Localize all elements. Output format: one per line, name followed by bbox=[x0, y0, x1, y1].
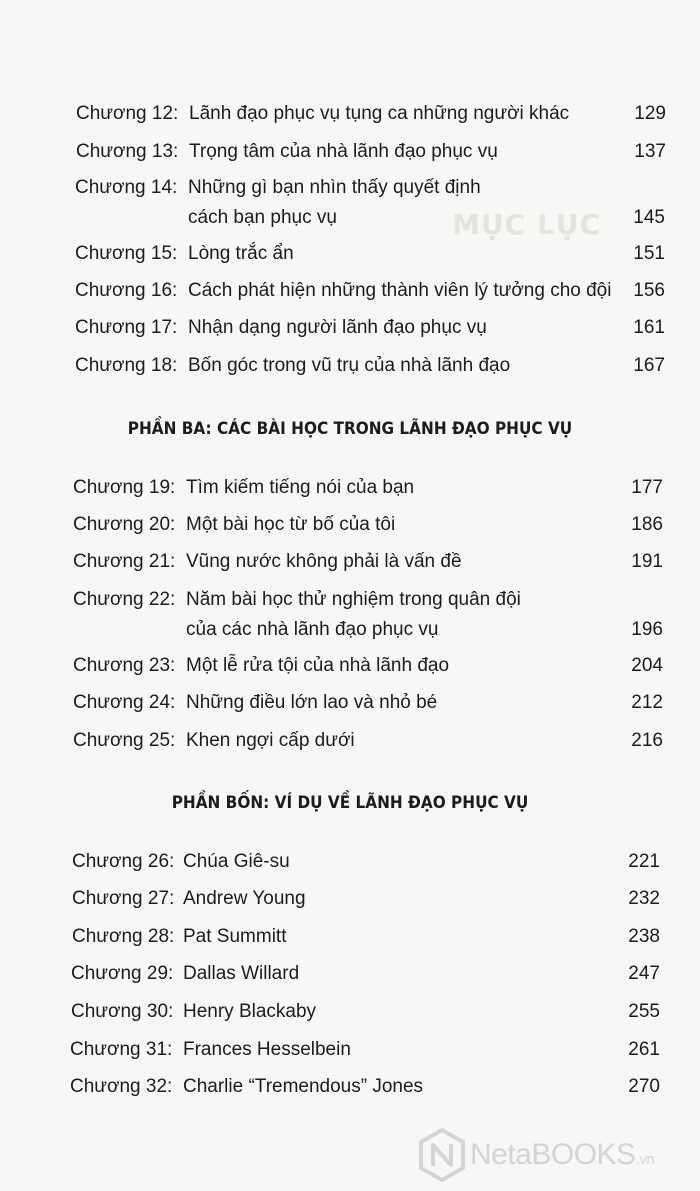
chapter-title-line2: cách bạn phục vụ bbox=[188, 207, 337, 228]
chapter-label: Chương 27: bbox=[72, 888, 175, 909]
toc-entry bbox=[72, 850, 660, 874]
chapter-title: Pat Summitt bbox=[183, 926, 287, 947]
toc-entry bbox=[73, 729, 663, 753]
toc-entry bbox=[75, 242, 665, 266]
toc-entry bbox=[70, 1075, 660, 1099]
chapter-label: Chương 24: bbox=[73, 692, 176, 713]
bleed-through-title: MỤC LỤC bbox=[452, 208, 602, 241]
watermark-suffix: .vn bbox=[635, 1151, 655, 1168]
toc-entry bbox=[73, 476, 663, 500]
chapter-page: 129 bbox=[634, 103, 666, 124]
chapter-page: 156 bbox=[633, 280, 665, 301]
toc-entry bbox=[76, 140, 666, 164]
part-three-heading: PHẦN BA: CÁC BÀI HỌC TRONG LÃNH ĐẠO PHỤC VỤ bbox=[127, 419, 573, 439]
chapter-page: 186 bbox=[631, 514, 663, 535]
chapter-title: Henry Blackaby bbox=[183, 1001, 317, 1022]
chapter-title-line2: của các nhà lãnh đạo phục vụ bbox=[186, 619, 439, 640]
chapter-page: 137 bbox=[634, 141, 666, 162]
chapter-page: 261 bbox=[628, 1039, 660, 1060]
chapter-label: Chương 31: bbox=[70, 1039, 173, 1060]
watermark bbox=[418, 1128, 700, 1188]
chapter-title: Cách phát hiện những thành viên lý tưởng cho đội bbox=[188, 280, 612, 301]
chapter-label: Chương 32: bbox=[70, 1076, 173, 1097]
toc-entry bbox=[73, 654, 663, 678]
toc-entry bbox=[75, 279, 665, 303]
chapter-page: 196 bbox=[631, 619, 663, 640]
chapter-title: Một bài học từ bố của tôi bbox=[186, 514, 396, 535]
chapter-title: Vũng nước không phải là vấn đề bbox=[186, 551, 462, 572]
toc-entry bbox=[73, 588, 663, 648]
chapter-title: Lòng trắc ẩn bbox=[188, 243, 294, 264]
chapter-page: 232 bbox=[628, 888, 660, 909]
toc-entry bbox=[75, 176, 665, 236]
chapter-title: Trọng tâm của nhà lãnh đạo phục vụ bbox=[189, 141, 498, 162]
toc-entry bbox=[72, 925, 660, 949]
chapter-label: Chương 17: bbox=[75, 317, 178, 338]
chapter-label: Chương 30: bbox=[71, 1001, 174, 1022]
toc-entry bbox=[70, 1038, 660, 1062]
toc-entry bbox=[73, 550, 663, 574]
toc-entry bbox=[73, 513, 663, 537]
chapter-title: Một lễ rửa tội của nhà lãnh đạo bbox=[186, 655, 450, 676]
chapter-page: 191 bbox=[631, 551, 663, 572]
toc-entry bbox=[72, 887, 660, 911]
chapter-page: 247 bbox=[628, 963, 660, 984]
chapter-page: 270 bbox=[628, 1076, 660, 1097]
chapter-page: 212 bbox=[631, 692, 663, 713]
chapter-label: Chương 23: bbox=[73, 655, 176, 676]
chapter-page: 221 bbox=[628, 851, 660, 872]
chapter-label: Chương 20: bbox=[73, 514, 176, 535]
chapter-title: Charlie “Tremendous” Jones bbox=[183, 1076, 424, 1097]
chapter-label: Chương 13: bbox=[76, 141, 179, 162]
netabooks-logo-icon bbox=[418, 1128, 466, 1182]
toc-entry bbox=[76, 102, 666, 126]
watermark-text bbox=[470, 1138, 654, 1172]
toc-entry bbox=[75, 316, 665, 340]
chapter-page: 161 bbox=[633, 317, 665, 338]
chapter-title: Andrew Young bbox=[183, 888, 306, 909]
chapter-title: Bốn góc trong vũ trụ của nhà lãnh đạo bbox=[188, 355, 511, 376]
chapter-page: 151 bbox=[633, 243, 665, 264]
chapter-title: Năm bài học thử nghiệm trong quân đội bbox=[186, 589, 521, 610]
chapter-title: Những gì bạn nhìn thấy quyết định bbox=[188, 177, 481, 198]
chapter-title: Lãnh đạo phục vụ tụng ca những người khác bbox=[189, 103, 570, 124]
toc-entry bbox=[71, 1000, 660, 1024]
toc-entry bbox=[73, 691, 663, 715]
chapter-title: Nhận dạng người lãnh đạo phục vụ bbox=[188, 317, 487, 338]
chapter-label: Chương 26: bbox=[72, 851, 175, 872]
chapter-label: Chương 14: bbox=[75, 177, 178, 198]
chapter-label: Chương 28: bbox=[72, 926, 175, 947]
chapter-title: Dallas Willard bbox=[183, 963, 300, 984]
chapter-page: 204 bbox=[631, 655, 663, 676]
chapter-title: Frances Hesselbein bbox=[183, 1039, 351, 1060]
chapter-label: Chương 22: bbox=[73, 589, 176, 610]
chapter-title: Tìm kiếm tiếng nói của bạn bbox=[186, 477, 415, 498]
part-four-heading: PHẦN BỐN: VÍ DỤ VỀ LÃNH ĐẠO PHỤC VỤ bbox=[171, 793, 529, 813]
watermark-brand: NetaBOOKS bbox=[470, 1138, 636, 1171]
chapter-title: Chúa Giê-su bbox=[183, 851, 290, 872]
toc-entry bbox=[71, 962, 660, 986]
chapter-label: Chương 18: bbox=[75, 355, 178, 376]
chapter-label: Chương 16: bbox=[75, 280, 178, 301]
chapter-label: Chương 21: bbox=[73, 551, 176, 572]
chapter-label: Chương 15: bbox=[75, 243, 178, 264]
chapter-title: Những điều lớn lao và nhỏ bé bbox=[186, 692, 438, 713]
chapter-page: 216 bbox=[631, 730, 663, 751]
chapter-page: 177 bbox=[631, 477, 663, 498]
chapter-page: 145 bbox=[633, 207, 665, 228]
chapter-label: Chương 19: bbox=[73, 477, 176, 498]
chapter-page: 255 bbox=[628, 1001, 660, 1022]
chapter-page: 238 bbox=[628, 926, 660, 947]
chapter-title: Khen ngợi cấp dưới bbox=[186, 730, 355, 751]
chapter-page: 167 bbox=[633, 355, 665, 376]
toc-entry bbox=[75, 354, 665, 378]
chapter-label: Chương 25: bbox=[73, 730, 176, 751]
chapter-label: Chương 12: bbox=[76, 103, 179, 124]
chapter-label: Chương 29: bbox=[71, 963, 174, 984]
